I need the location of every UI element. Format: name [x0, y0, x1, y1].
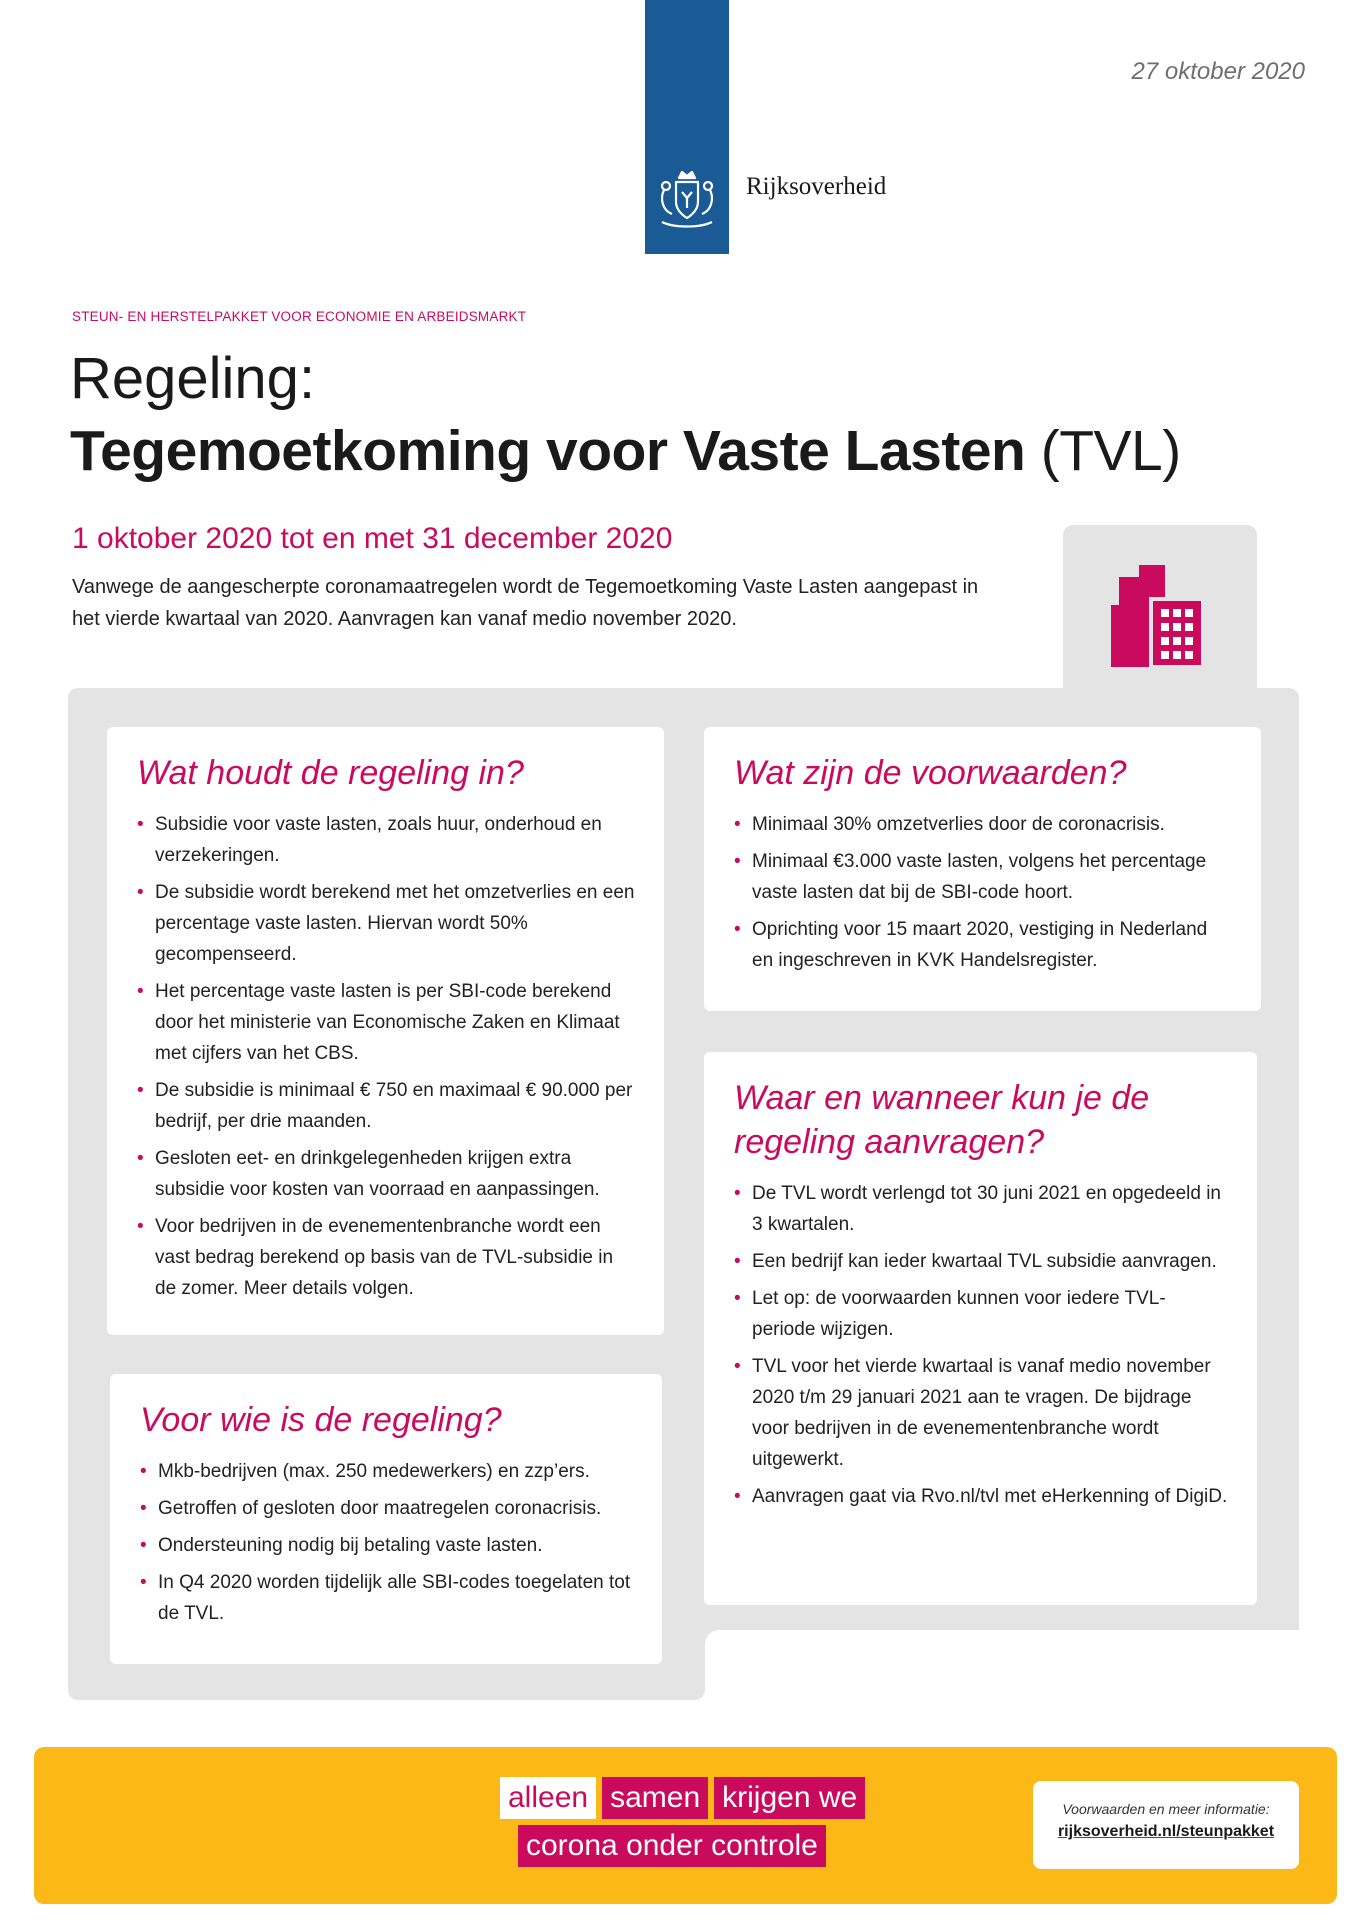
list-item: • Subsidie voor vaste lasten, zoals huur, onderhoud en verzekeringen.: [137, 809, 636, 871]
logo-name: Rijksoverheid: [746, 173, 887, 200]
kicker: STEUN- EN HERSTELPAKKET VOOR ECONOMIE EN ARBEIDSMARKT: [72, 309, 527, 324]
list-item: • Gesloten eet- en drinkgelegenheden krijgen extra subsidie voor kosten van voorraad en aanpassingen.: [137, 1143, 636, 1205]
list-item: • Aanvragen gaat via Rvo.nl/tvl met eHerkenning of DigiD.: [734, 1481, 1229, 1512]
card-title: Voor wie is de regeling?: [140, 1401, 502, 1439]
period-subtitle: 1 oktober 2020 tot en met 31 december 2020: [72, 522, 673, 555]
list-item: • Let op: de voorwaarden kunnen voor iedere TVL-periode wijzigen.: [734, 1283, 1229, 1345]
content-panel-notch: [705, 1630, 1299, 1690]
icon-tab: [1063, 525, 1257, 705]
info-box: [1033, 1781, 1299, 1869]
list-item: • De subsidie wordt berekend met het omzetverlies en een percentage vaste lasten. Hiervan wordt 50% gecompenseerd.: [137, 877, 636, 970]
page-title-line2: [70, 418, 1181, 484]
page-title-line1: Regeling:: [70, 346, 316, 411]
page-title-bold: Tegemoetkoming voor Vaste Lasten: [70, 419, 1026, 483]
card-wat-houdt-in: [107, 727, 664, 1335]
card-title: Wat houdt de regeling in?: [137, 754, 524, 792]
slogan-word: alleen: [500, 1777, 596, 1819]
logo-bar: [645, 0, 729, 254]
list-item: • In Q4 2020 worden tijdelijk alle SBI-codes toegelaten tot de TVL.: [140, 1567, 634, 1629]
card-voor-wie: [110, 1374, 662, 1664]
slogan-word: krijgen we: [714, 1777, 865, 1819]
list-item: • Minimaal €3.000 vaste lasten, volgens het percentage vaste lasten dat bij de SBI-code hoort.: [734, 846, 1233, 908]
slogan: [500, 1777, 865, 1873]
bullet-list: [734, 809, 1233, 976]
date: 27 oktober 2020: [1131, 58, 1305, 85]
list-item: • Ondersteuning nodig bij betaling vaste lasten.: [140, 1530, 634, 1561]
slogan-row-2: [500, 1825, 865, 1867]
office-buildings-icon: [1111, 565, 1203, 667]
list-item: • Oprichting voor 15 maart 2020, vestiging in Nederland en ingeschreven in KVK Handelsregister.: [734, 914, 1233, 976]
card-title: Wat zijn de voorwaarden?: [734, 754, 1127, 792]
info-label: Voorwaarden en meer informatie:: [1062, 1801, 1270, 1817]
list-item: • Een bedrijf kan ieder kwartaal TVL subsidie aanvragen.: [734, 1246, 1229, 1277]
slogan-line: corona onder controle: [518, 1825, 826, 1867]
list-item: • Mkb-bedrijven (max. 250 medewerkers) en zzp’ers.: [140, 1456, 634, 1487]
card-aanvragen: [704, 1052, 1257, 1605]
list-item: • De subsidie is minimaal € 750 en maximaal € 90.000 per bedrijf, per drie maanden.: [137, 1075, 636, 1137]
card-voorwaarden: [704, 727, 1261, 1011]
list-item: • Voor bedrijven in de evenementenbranche wordt een vast bedrag berekend op basis van de TVL-subsidie in de zomer. Meer details volgen.: [137, 1211, 636, 1304]
slogan-row-1: [500, 1777, 865, 1819]
footer-banner: [34, 1747, 1337, 1904]
bullet-list: [137, 809, 636, 1304]
coat-of-arms-icon: [652, 168, 722, 234]
slogan-word: samen: [602, 1777, 708, 1819]
bullet-list: [140, 1456, 634, 1629]
list-item: • TVL voor het vierde kwartaal is vanaf medio november 2020 t/m 29 januari 2021 aan te vragen. De bijdrage voor bedrijven in de evenementenbranche wordt uitgewerkt.: [734, 1351, 1229, 1475]
list-item: • De TVL wordt verlengd tot 30 juni 2021 en opgedeeld in 3 kwartalen.: [734, 1178, 1229, 1240]
list-item: • Getroffen of gesloten door maatregelen coronacrisis.: [140, 1493, 634, 1524]
card-title: Waar en wanneer kun je de regeling aanvragen?: [734, 1079, 1150, 1161]
bullet-list: [734, 1178, 1229, 1512]
intro-paragraph: Vanwege de aangescherpte coronamaatregelen wordt de Tegemoetkoming Vaste Lasten aangepast in het vierde kwartaal van 2020. Aanvragen kan vanaf medio november 2020.: [72, 576, 979, 630]
list-item: • Het percentage vaste lasten is per SBI-code berekend door het ministerie van Economische Zaken en Klimaat met cijfers van het CBS.: [137, 976, 636, 1069]
page-title-suffix: (TVL): [1025, 419, 1181, 483]
info-link[interactable]: rijksoverheid.nl/steunpakket: [1057, 1823, 1275, 1840]
list-item: • Minimaal 30% omzetverlies door de coronacrisis.: [734, 809, 1233, 840]
